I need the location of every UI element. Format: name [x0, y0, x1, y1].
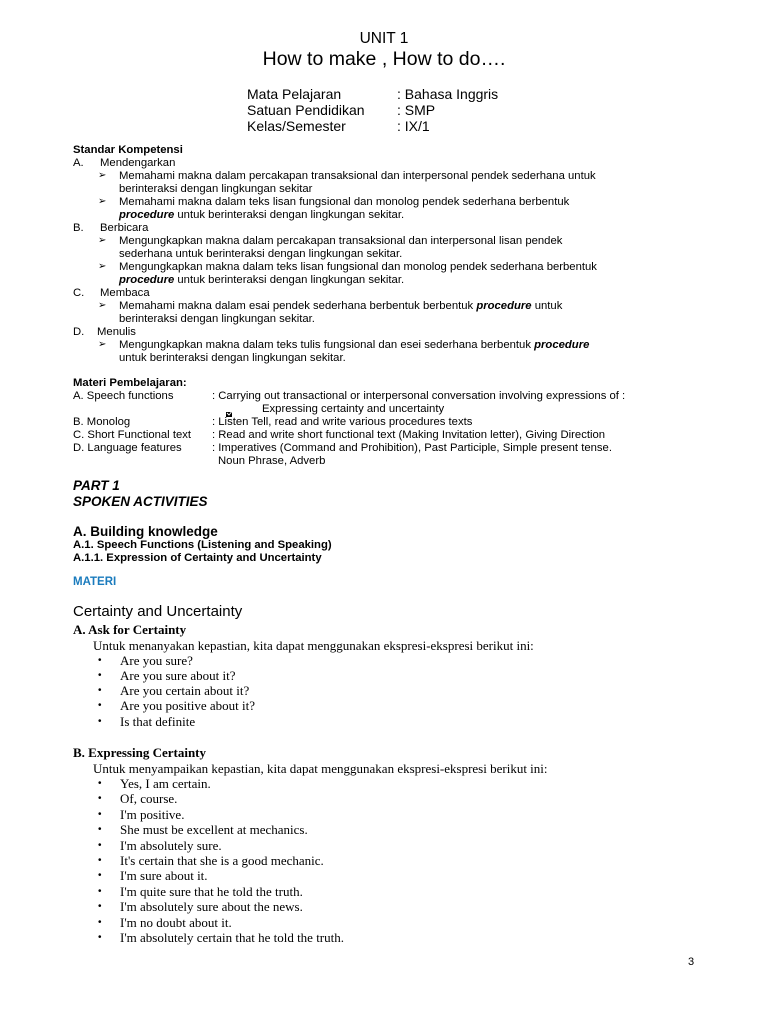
building-heading: A. Building knowledge	[73, 524, 218, 539]
list-item: Are you sure?	[120, 653, 193, 668]
materi-value: : Carrying out transactional or interpersonal conversation involving expressions of :	[212, 390, 626, 402]
list-item: I'm absolutely certain that he told the truth.	[120, 930, 345, 945]
list-item: I'm quite sure that he told the truth.	[120, 884, 303, 899]
section-letter: B.	[73, 222, 84, 234]
bullet-icon: •	[98, 855, 102, 866]
list-item: I'm sure about it.	[120, 868, 208, 883]
meta-key: Satuan Pendidikan	[247, 102, 365, 118]
meta-value: : Bahasa Inggris	[397, 86, 499, 102]
express-heading: B. Expressing Certainty	[73, 745, 207, 760]
materi-value: : Listen Tell, read and write various procedures texts	[212, 416, 473, 428]
materi-value: Expressing certainty and uncertainty	[262, 403, 445, 415]
bullet-icon: •	[98, 840, 102, 851]
checkbox-bullet-icon	[225, 405, 234, 414]
page-number: 3	[688, 956, 695, 968]
ask-heading: A. Ask for Certainty	[73, 622, 187, 637]
meta-key: Mata Pelajaran	[247, 86, 342, 102]
materi-label: A. Speech functions	[73, 390, 174, 402]
unit-label: UNIT 1	[359, 30, 409, 47]
competency-text-post: untuk	[531, 300, 563, 312]
competency-text: berinteraksi dengan lingkungan sekitar.	[119, 313, 315, 325]
building-sub1: A.1. Speech Functions (Listening and Speaking)	[73, 539, 332, 551]
list-item: Are you sure about it?	[120, 668, 236, 683]
materi-value: : Imperatives (Command and Prohibition), Past Participle, Simple present tense.	[212, 442, 612, 454]
bullet-icon: •	[98, 824, 102, 835]
competency-text-rest: untuk berinteraksi dengan lingkungan sekitar.	[174, 209, 405, 221]
arrow-bullet-icon: ➢	[98, 170, 107, 181]
competency-text-rest: untuk berinteraksi dengan lingkungan sekitar.	[174, 274, 405, 286]
building-sub2: A.1.1. Expression of Certainty and Uncertainty	[73, 552, 322, 564]
page-title: How to make , How to do….	[262, 48, 506, 70]
procedure-emphasis: procedure	[119, 274, 175, 286]
procedure-emphasis: procedure	[476, 300, 532, 312]
section-title: Menulis	[97, 326, 136, 338]
materi-label: MATERI	[73, 576, 117, 588]
materi-label: B. Monolog	[73, 416, 131, 428]
meta-value: : SMP	[397, 102, 436, 118]
materi-value: : Read and write short functional text (Making Invitation letter), Giving Direction	[212, 429, 606, 441]
list-item: I'm absolutely sure.	[120, 838, 222, 853]
list-item: It's certain that she is a good mechanic.	[120, 853, 324, 868]
competency-text-pre: Mengungkapkan makna dalam teks tulis fungsional dan esei sederhana berbentuk	[119, 339, 535, 351]
meta-key: Kelas/Semester	[247, 118, 346, 134]
materi-label: C. Short Functional text	[73, 429, 192, 441]
bullet-icon: •	[98, 870, 102, 881]
bullet-icon: •	[98, 685, 102, 696]
bullet-icon: •	[98, 778, 102, 789]
standar-heading: Standar Kompetensi	[73, 144, 183, 156]
bullet-icon: •	[98, 700, 102, 711]
competency-text: Memahami makna dalam percakapan transaksional dan interpersonal pendek sederhana untuk	[119, 170, 596, 182]
bullet-icon: •	[98, 886, 102, 897]
section-letter: C.	[73, 287, 85, 299]
arrow-bullet-icon: ➢	[98, 235, 107, 246]
section-title: Mendengarkan	[100, 157, 176, 169]
list-item: Are you positive about it?	[120, 698, 256, 713]
bullet-icon: •	[98, 932, 102, 943]
arrow-bullet-icon: ➢	[98, 339, 107, 350]
arrow-bullet-icon: ➢	[98, 300, 107, 311]
materi-label: D. Language features	[73, 442, 182, 454]
list-item: I'm no doubt about it.	[120, 915, 232, 930]
list-item: Is that definite	[120, 714, 196, 729]
part-title: PART 1	[73, 478, 120, 493]
competency-text: untuk berinteraksi dengan lingkungan sekitar.	[119, 352, 346, 364]
materi-heading: Materi Pembelajaran:	[73, 377, 187, 389]
express-intro: Untuk menyampaikan kepastian, kita dapat menggunakan ekspresi-ekspresi berikut ini:	[93, 761, 548, 776]
list-item: She must be excellent at mechanics.	[120, 822, 308, 837]
bullet-icon: •	[98, 655, 102, 666]
bullet-icon: •	[98, 917, 102, 928]
bullet-icon: •	[98, 793, 102, 804]
section-title: Certainty and Uncertainty	[73, 603, 243, 620]
competency-text	[119, 209, 404, 222]
arrow-bullet-icon: ➢	[98, 196, 107, 207]
competency-text: Mengungkapkan makna dalam teks lisan fungsional dan monolog pendek sederhana berbentuk	[119, 261, 597, 273]
competency-text-pre: Memahami makna dalam esai pendek sederhana berbentuk berbentuk	[119, 300, 477, 312]
section-title: Berbicara	[100, 222, 149, 234]
competency-text: berinteraksi dengan lingkungan sekitar	[119, 183, 313, 195]
bullet-icon: •	[98, 670, 102, 681]
competency-text	[119, 300, 562, 313]
competency-text: sederhana untuk berinteraksi dengan lingkungan sekitar.	[119, 248, 403, 260]
section-letter: D.	[73, 326, 85, 338]
ask-intro: Untuk menanyakan kepastian, kita dapat menggunakan ekspresi-ekspresi berikut ini:	[93, 638, 534, 653]
competency-text	[119, 339, 589, 352]
competency-text: Memahami makna dalam teks lisan fungsional dan monolog pendek sederhana berbentuk	[119, 196, 570, 208]
part-subtitle: SPOKEN ACTIVITIES	[73, 494, 208, 509]
bullet-icon: •	[98, 716, 102, 727]
meta-block	[247, 86, 567, 134]
arrow-bullet-icon: ➢	[98, 261, 107, 272]
bullet-icon: •	[98, 901, 102, 912]
list-item: Of, course.	[120, 791, 178, 806]
list-item: Are you certain about it?	[120, 683, 250, 698]
procedure-emphasis: procedure	[534, 339, 590, 351]
procedure-emphasis: procedure	[119, 209, 175, 221]
materi-value: Noun Phrase, Adverb	[218, 455, 326, 467]
bullet-icon: •	[98, 809, 102, 820]
list-item: Yes, I am certain.	[120, 776, 211, 791]
list-item: I'm positive.	[120, 807, 185, 822]
section-title: Membaca	[100, 287, 150, 299]
list-item: I'm absolutely sure about the news.	[120, 899, 303, 914]
section-letter: A.	[73, 157, 84, 169]
meta-value: : IX/1	[397, 118, 430, 134]
competency-text	[119, 274, 404, 287]
competency-text: Mengungkapkan makna dalam percakapan transaksional dan interpersonal lisan pendek	[119, 235, 563, 247]
